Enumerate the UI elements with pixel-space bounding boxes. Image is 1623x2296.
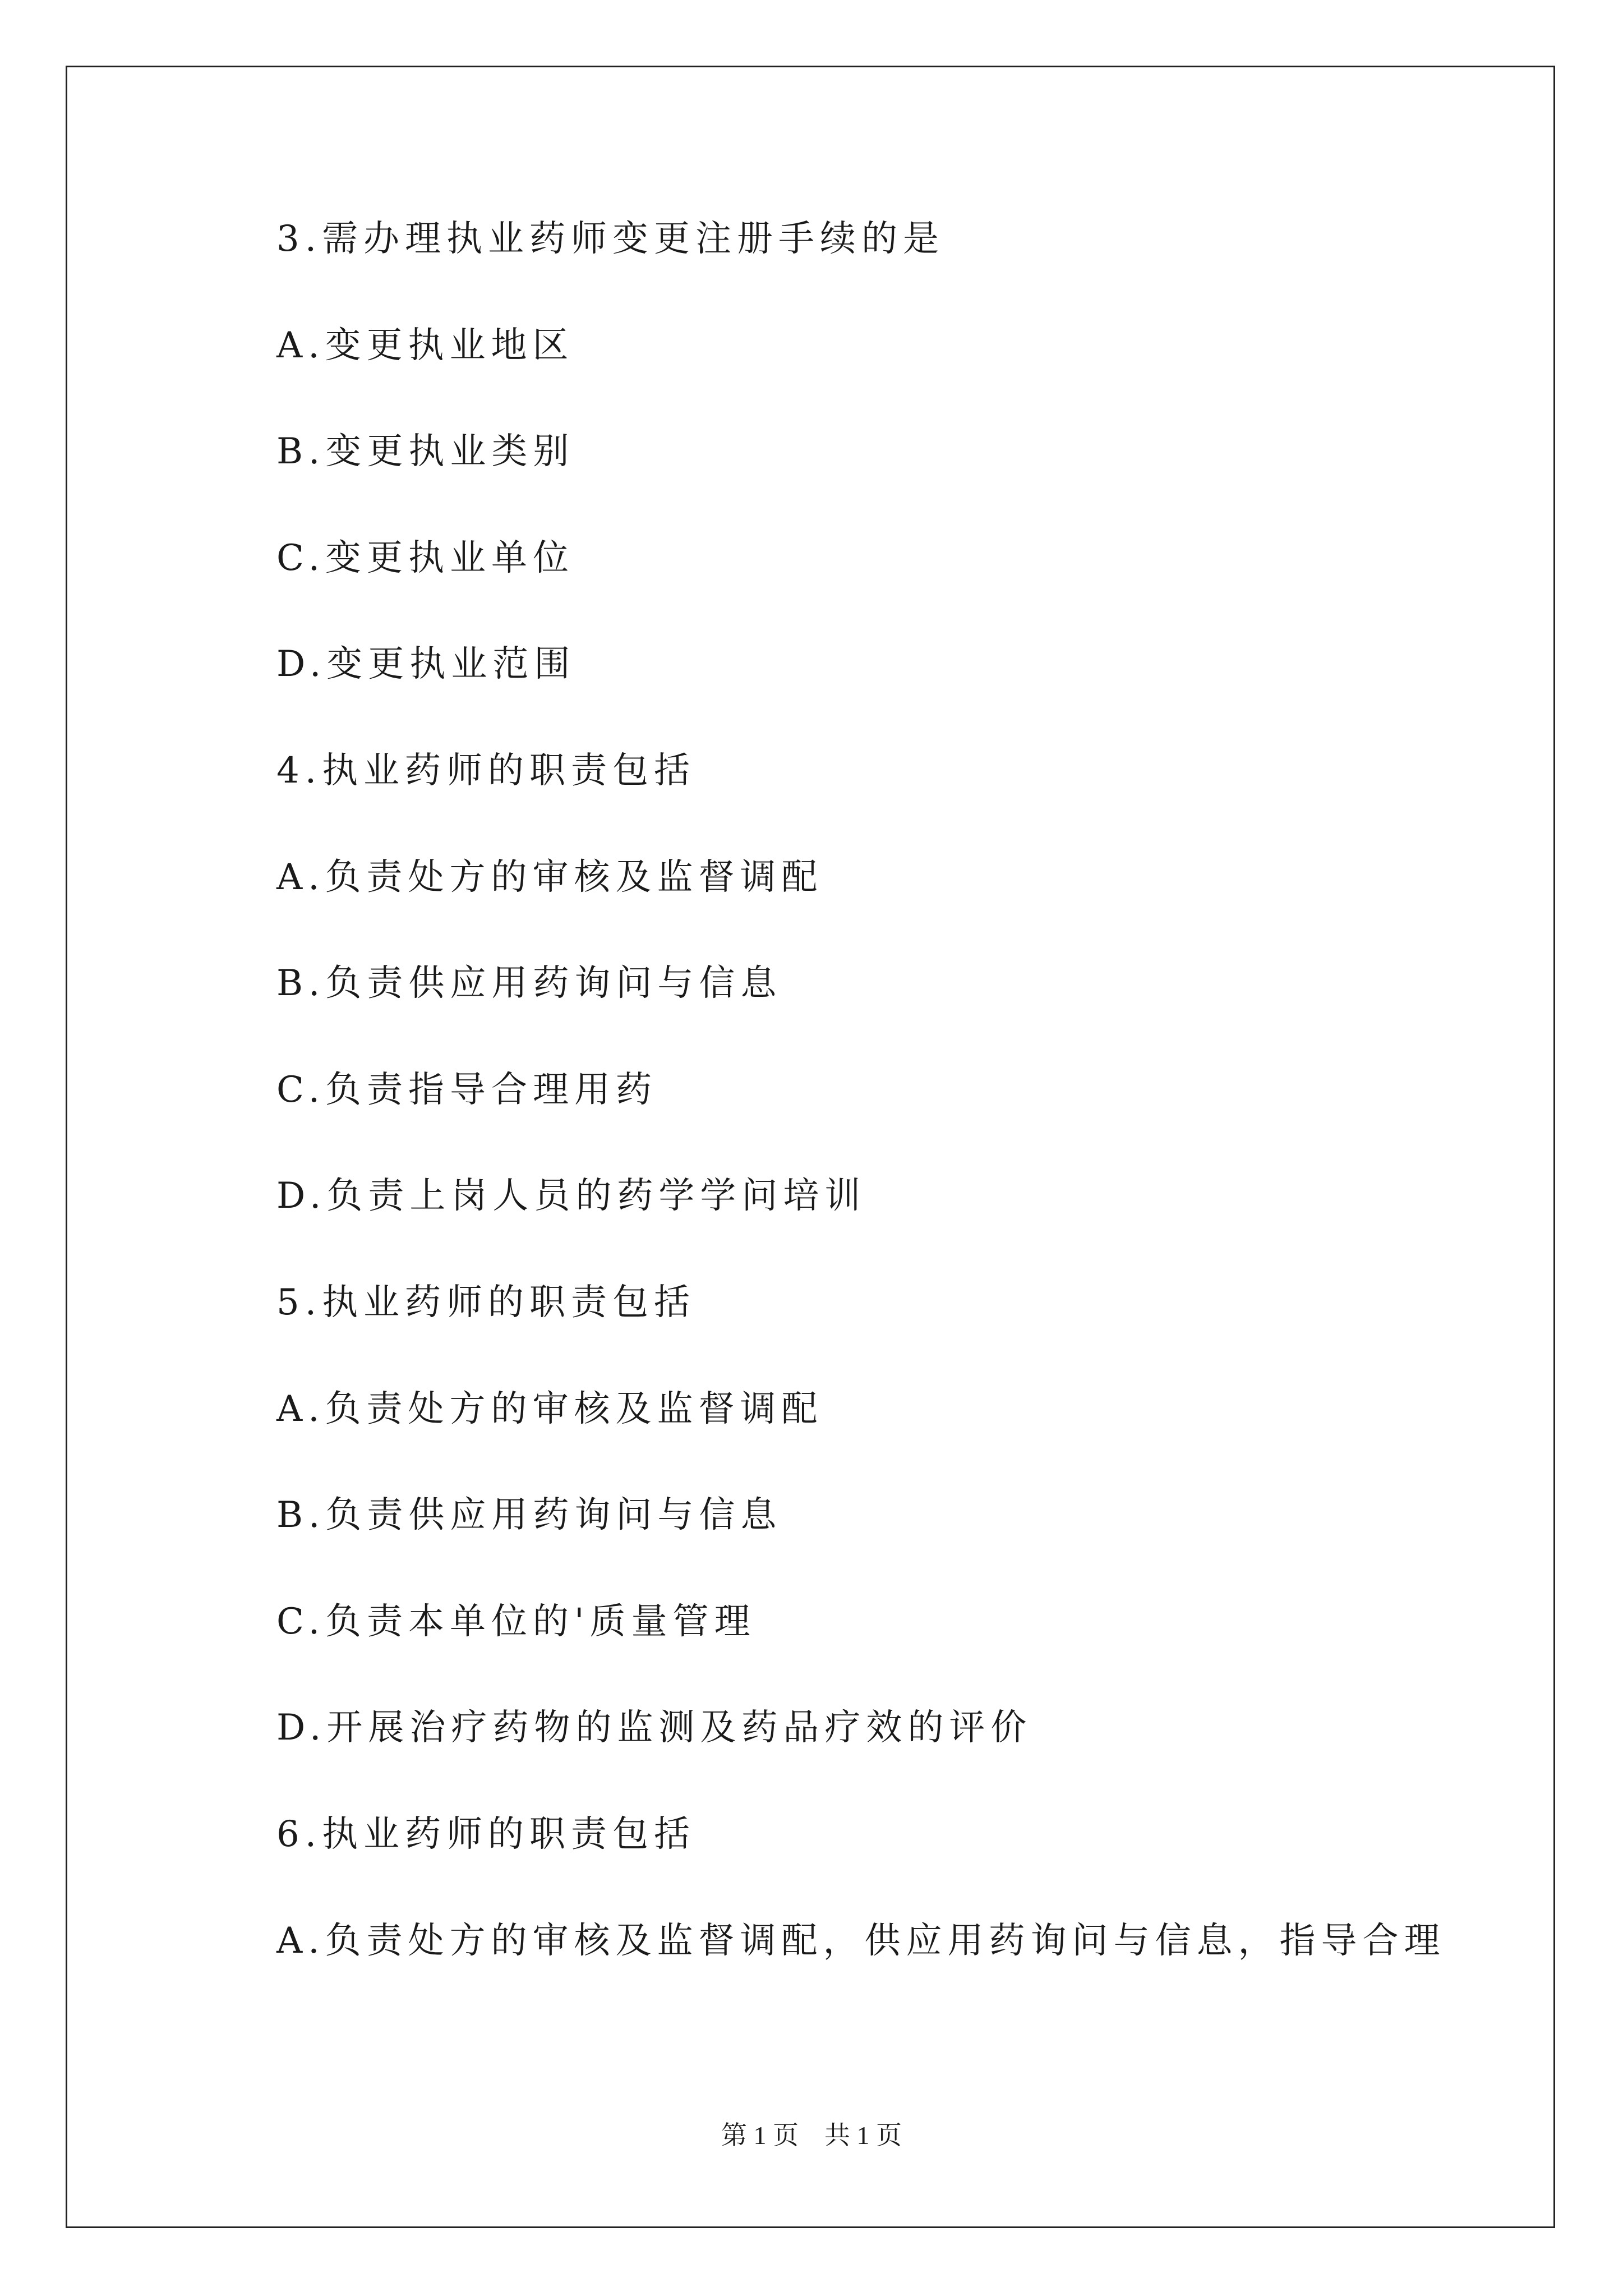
question-3-stem: 3.需办理执业药师变更注册手续的是 [276, 218, 945, 260]
question-5-option-a: A.负责处方的审核及监督调配 [276, 1388, 823, 1430]
page-footer [0, 2119, 1623, 2152]
question-3-option-c: C.变更执业单位 [276, 537, 575, 579]
document-body [276, 218, 1510, 2026]
page-number: 第 1 页 [721, 2121, 799, 2150]
question-3-option-b: B.变更执业类别 [276, 431, 575, 473]
question-3-option-a: A.变更执业地区 [276, 324, 574, 366]
question-5-stem: 5.执业药师的职责包括 [276, 1281, 696, 1323]
question-4-option-b: B.负责供应用药询问与信息 [276, 963, 782, 1005]
question-3-option-d: D.变更执业范围 [276, 643, 576, 685]
question-4-option-a: A.负责处方的审核及监督调配 [276, 856, 823, 898]
question-5-option-c: C.负责本单位的'质量管理 [276, 1600, 756, 1642]
question-6-stem: 6.执业药师的职责包括 [276, 1813, 696, 1855]
page-total: 共 1 页 [824, 2121, 902, 2150]
question-4-option-c: C.负责指导合理用药 [276, 1069, 658, 1111]
question-5-option-b: B.负责供应用药询问与信息 [276, 1494, 782, 1536]
question-6-option-a: A.负责处方的审核及监督调配，供应用药询问与信息，指导合理 [276, 1920, 1446, 1962]
question-4-option-d: D.负责上岗人员的药学学问培训 [276, 1175, 866, 1217]
question-5-option-d: D.开展治疗药物的监测及药品疗效的评价 [276, 1707, 1032, 1749]
question-4-stem: 4.执业药师的职责包括 [276, 749, 696, 792]
